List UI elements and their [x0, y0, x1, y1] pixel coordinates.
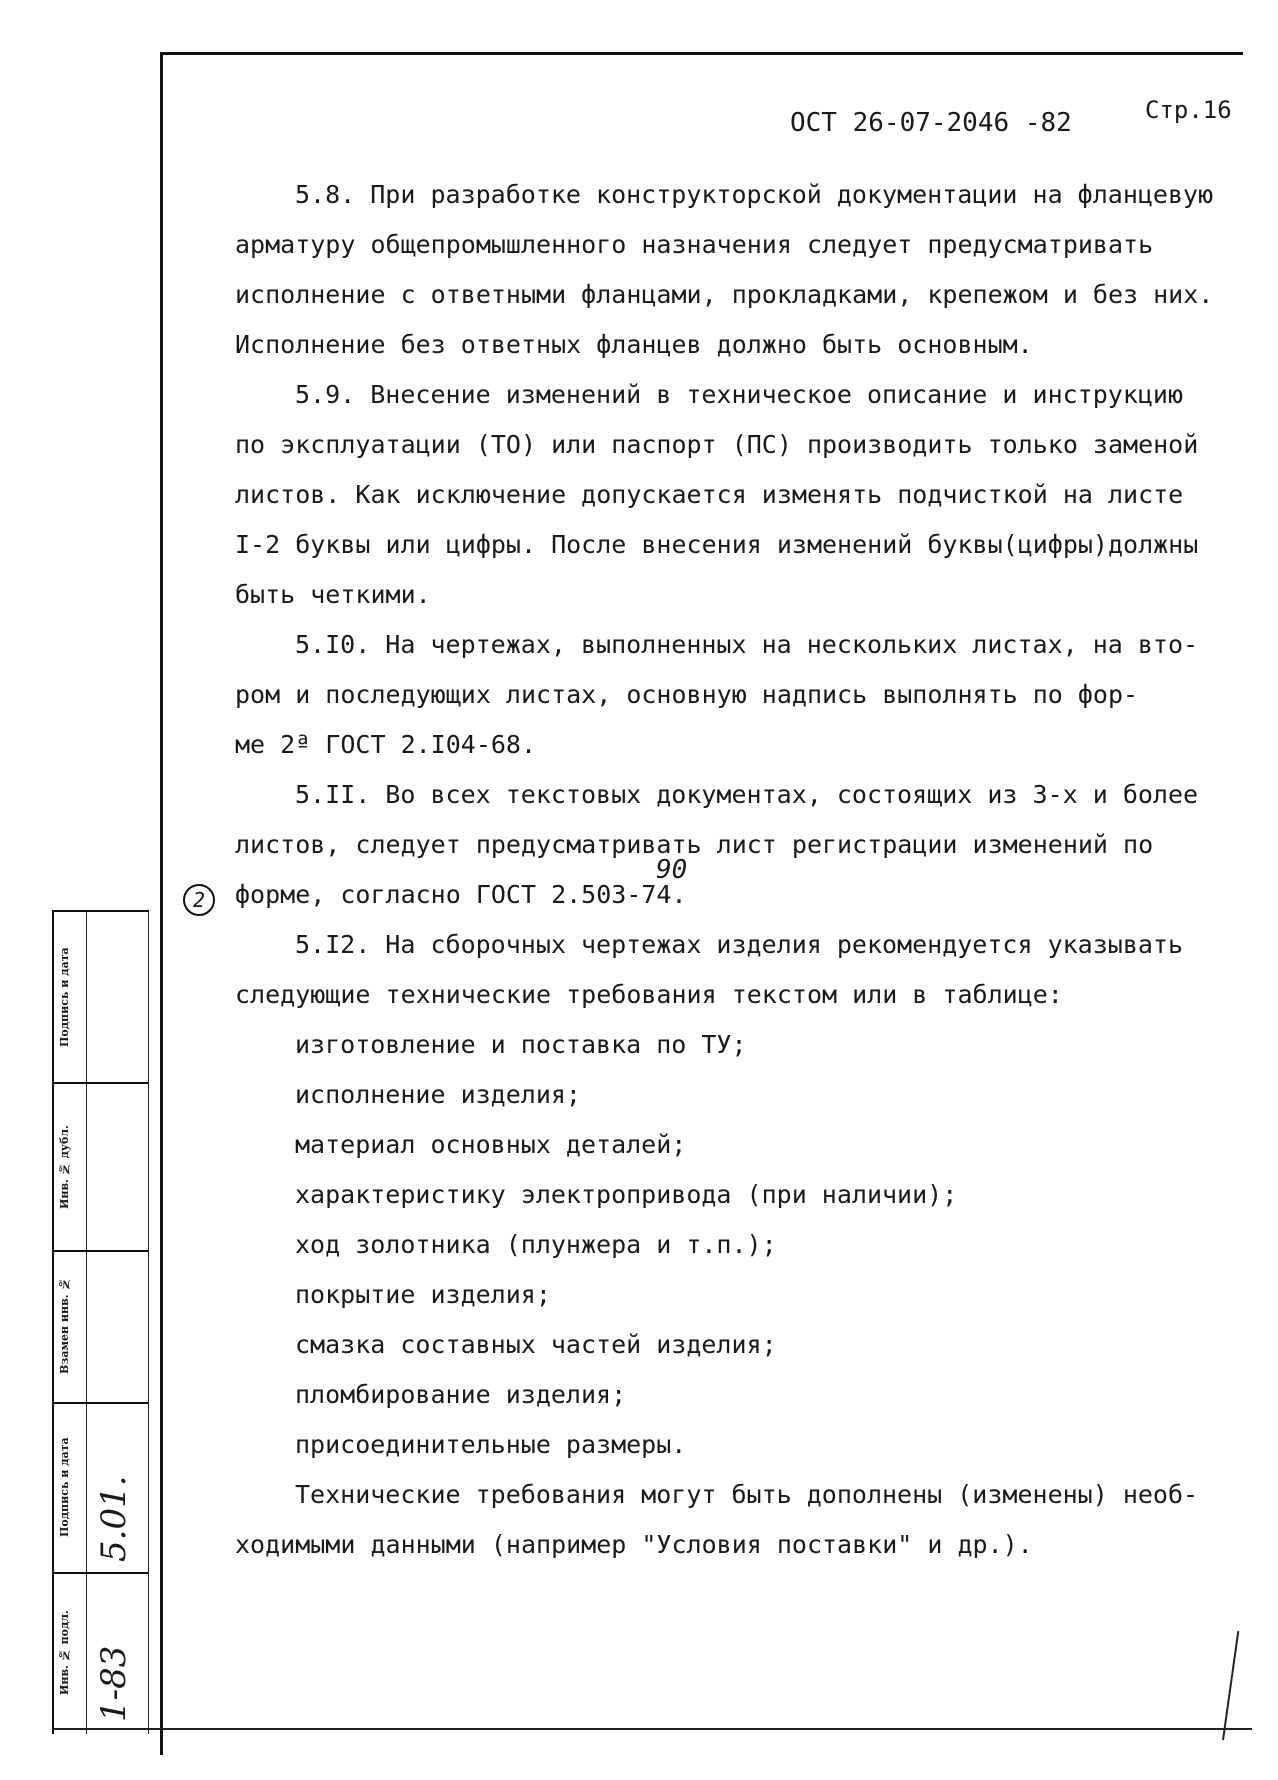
- text-line: 5.8. При разработке конструкторской документации на фланцевую: [295, 180, 1214, 209]
- requirements-list: [235, 1020, 1225, 1470]
- list-item: исполнение изделия;: [295, 1080, 581, 1109]
- handwritten-inventory-number: 1-83: [94, 1645, 134, 1722]
- stamp-label: Инв. № подл.: [58, 1610, 71, 1695]
- text-line: 5.9. Внесение изменений в техническое описание и инструкцию: [295, 380, 1184, 409]
- handwritten-date: 5.01.: [94, 1475, 134, 1562]
- list-item: характеристику электропривода (при наличии);: [295, 1180, 958, 1209]
- text-line: исполнение с ответными фланцами, прокладками, крепежом и без них.: [235, 280, 1214, 309]
- text-line: 5.I0. На чертежах, выполненных на нескольких листах, на вто-: [295, 630, 1199, 659]
- bottom-border: [52, 1728, 1252, 1730]
- text-line: 5.II. Во всех текстовых документах, состоящих из 3-х и более: [295, 780, 1199, 809]
- text-line: ме 2ª ГОСТ 2.I04-68.: [235, 730, 537, 759]
- list-item: покрытие изделия;: [295, 1280, 551, 1309]
- page-header: [790, 96, 1232, 138]
- text-line: листов. Как исключение допускается изменять подчисткой на листе: [235, 480, 1184, 509]
- list-item: изготовление и поставка по ТУ;: [295, 1030, 747, 1059]
- closing-paragraph: [235, 1470, 1225, 1570]
- text-line: I-2 буквы или цифры. После внесения изменений буквы(цифры)должны: [235, 530, 1199, 559]
- paragraph-5-8: [235, 170, 1225, 370]
- text-line: по эксплуатации (ТО) или паспорт (ПС) производить только заменой: [235, 430, 1199, 459]
- side-stamp-block: [52, 910, 149, 1734]
- list-item: присоединительные размеры.: [295, 1430, 687, 1459]
- document-body: [235, 170, 1225, 1570]
- handwritten-correction: 90: [656, 855, 688, 885]
- list-item: смазка составных частей изделия;: [295, 1330, 777, 1359]
- stamp-label: Инв. № дубл.: [58, 1125, 71, 1209]
- text-line: следующие технические требования текстом или в таблице:: [235, 980, 1063, 1009]
- page-number: Стр.16: [1145, 96, 1232, 124]
- circled-change-mark: 2: [183, 884, 215, 916]
- stamp-label: Подпись и дата: [58, 1437, 71, 1537]
- text-line: арматуру общепромышленного назначения следует предусматривать: [235, 230, 1154, 259]
- text-line: листов, следует предусматривать лист регистрации изменений по: [235, 830, 1154, 859]
- paragraph-5-10: [235, 620, 1225, 770]
- text-line: быть четкими.: [235, 580, 431, 609]
- text-line: ходимыми данными (например "Условия поставки" и др.).: [235, 1530, 1033, 1559]
- paragraph-5-11: [235, 770, 1225, 920]
- paragraph-5-9: [235, 370, 1225, 620]
- text-line: Технические требования могут быть дополнены (изменены) необ-: [295, 1480, 1199, 1509]
- stamp-label: Подпись и дата: [58, 947, 71, 1047]
- text-line: ром и последующих листах, основную надпись выполнять по фор-: [235, 680, 1139, 709]
- text-line: форме, согласно ГОСТ 2.503-74.: [235, 880, 687, 909]
- text-line: Исполнение без ответных фланцев должно быть основным.: [235, 330, 1033, 359]
- list-item: пломбирование изделия;: [295, 1380, 627, 1409]
- doc-code: ОСТ 26-07-2046 -82: [790, 108, 1072, 138]
- stamp-label: Взамен инв. №: [58, 1277, 71, 1375]
- list-item: материал основных деталей;: [295, 1130, 687, 1159]
- paragraph-5-12: [235, 920, 1225, 1020]
- list-item: ход золотника (плунжера и т.п.);: [295, 1230, 777, 1259]
- text-line: 5.I2. На сборочных чертежах изделия рекомендуется указывать: [295, 930, 1184, 959]
